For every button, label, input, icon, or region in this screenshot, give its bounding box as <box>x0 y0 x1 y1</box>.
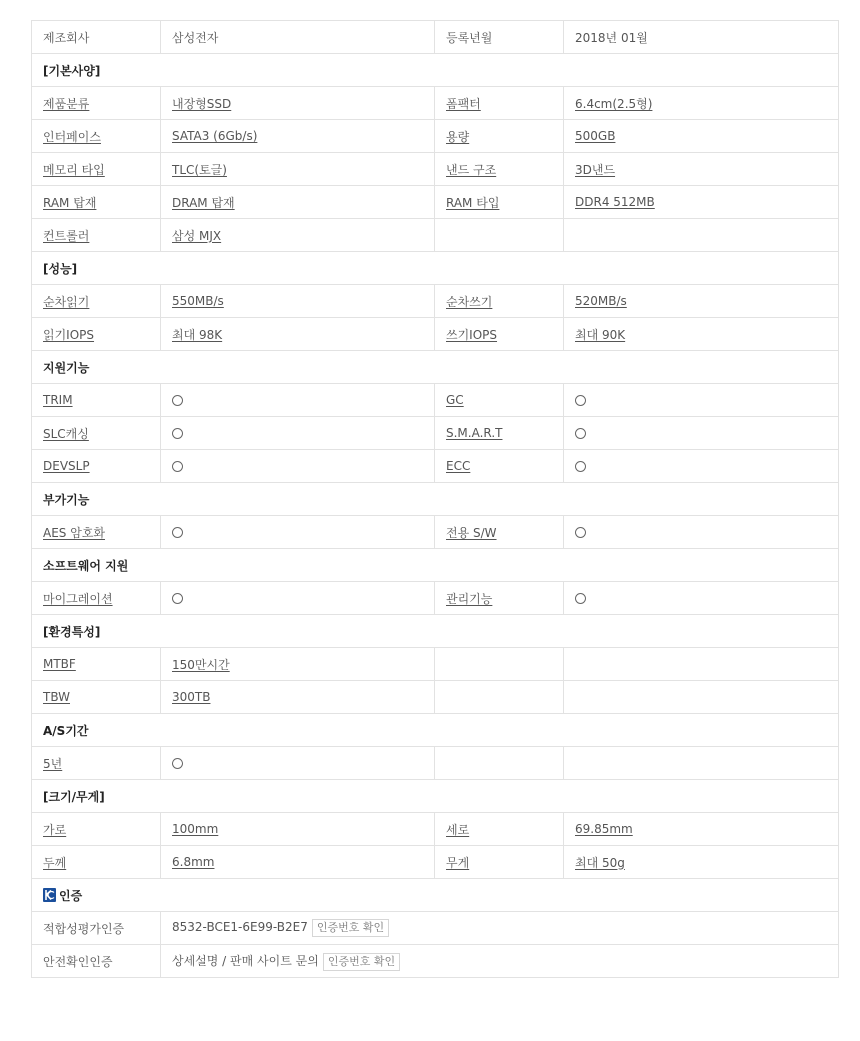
section-header <box>32 54 839 87</box>
section-title: [성능] <box>43 261 78 276</box>
spec-value-cell <box>564 582 839 615</box>
spec-label-cell <box>435 219 564 252</box>
spec-label: 등록년월 <box>446 30 493 45</box>
spec-label-link[interactable]: 세로 <box>446 822 470 837</box>
section-title: 지원기능 <box>43 360 90 375</box>
spec-row <box>32 384 839 417</box>
spec-value-link[interactable]: 삼성 MJX <box>172 228 222 243</box>
spec-value-cell <box>161 747 435 780</box>
section-header <box>32 351 839 384</box>
spec-value-cell <box>564 21 839 54</box>
spec-value-cell <box>161 153 435 186</box>
spec-label-cell <box>435 846 564 879</box>
spec-value-link[interactable]: 6.4cm(2.5형) <box>575 96 653 111</box>
cert-number-check-button[interactable]: 인증번호 확인 <box>312 919 389 937</box>
spec-label-cell <box>32 648 161 681</box>
spec-value-link[interactable]: 500GB <box>575 129 616 143</box>
spec-label-cell <box>32 417 161 450</box>
spec-value-cell <box>161 21 435 54</box>
spec-label-cell <box>32 747 161 780</box>
spec-label-link[interactable]: 무게 <box>446 855 470 870</box>
spec-label-cell <box>435 153 564 186</box>
section-title: 소프트웨어 지원 <box>43 558 129 573</box>
spec-value-cell <box>161 318 435 351</box>
spec-value-link[interactable]: 69.85mm <box>575 822 633 836</box>
spec-value-link[interactable]: SATA3 (6Gb/s) <box>172 129 258 143</box>
spec-value-cell <box>564 186 839 219</box>
spec-label-cell <box>435 285 564 318</box>
spec-row <box>32 417 839 450</box>
supported-circle-icon <box>172 527 183 538</box>
spec-label-link[interactable]: 용량 <box>446 129 470 144</box>
spec-value-link[interactable]: DRAM 탑재 <box>172 195 235 210</box>
spec-label-link[interactable]: 낸드 구조 <box>446 162 497 177</box>
spec-value-link[interactable]: 550MB/s <box>172 294 224 308</box>
spec-label-link[interactable]: 전용 S/W <box>446 525 497 540</box>
cert-label: 적합성평가인증 <box>32 912 161 945</box>
spec-value-cell <box>564 450 839 483</box>
spec-value-cell <box>564 285 839 318</box>
section-title-cell <box>32 879 839 912</box>
spec-label-link[interactable]: 인터페이스 <box>43 129 101 144</box>
spec-label-cell <box>32 219 161 252</box>
spec-label-link[interactable]: RAM 타입 <box>446 195 500 210</box>
spec-label-cell <box>435 87 564 120</box>
section-title-cell <box>32 252 839 285</box>
spec-label-link[interactable]: 컨트롤러 <box>43 228 90 243</box>
spec-value-cell <box>564 87 839 120</box>
spec-label-link[interactable]: GC <box>446 393 464 407</box>
spec-value-cell <box>161 417 435 450</box>
spec-label-cell <box>435 384 564 417</box>
spec-row <box>32 219 839 252</box>
section-header <box>32 483 839 516</box>
spec-row <box>32 318 839 351</box>
supported-circle-icon <box>575 593 586 604</box>
section-title-cell <box>32 549 839 582</box>
spec-value-cell <box>161 813 435 846</box>
spec-row <box>32 21 839 54</box>
spec-value-cell <box>161 219 435 252</box>
spec-value: 삼성전자 <box>172 30 219 45</box>
spec-label-link[interactable]: TRIM <box>43 393 73 407</box>
spec-table <box>31 20 839 978</box>
spec-value-cell <box>161 87 435 120</box>
spec-label-cell <box>435 450 564 483</box>
spec-label-cell <box>32 120 161 153</box>
spec-value-cell <box>564 747 839 780</box>
spec-value-link[interactable]: 100mm <box>172 822 219 836</box>
supported-circle-icon <box>172 758 183 769</box>
spec-row <box>32 648 839 681</box>
spec-value-cell <box>161 285 435 318</box>
section-title-cell <box>32 351 839 384</box>
section-header <box>32 549 839 582</box>
spec-value-cell <box>161 450 435 483</box>
spec-label-cell <box>32 813 161 846</box>
spec-value-cell <box>564 516 839 549</box>
section-title-cell <box>32 615 839 648</box>
spec-label-link[interactable]: DEVSLP <box>43 459 90 473</box>
section-title: 인증 <box>59 888 83 903</box>
spec-row <box>32 681 839 714</box>
spec-value-cell <box>161 681 435 714</box>
cert-value-cell <box>161 912 839 945</box>
spec-label-cell <box>435 747 564 780</box>
spec-label-link[interactable]: RAM 탑재 <box>43 195 97 210</box>
spec-label-link[interactable]: ECC <box>446 459 471 473</box>
spec-value-cell <box>161 120 435 153</box>
supported-circle-icon <box>575 527 586 538</box>
spec-label-cell <box>32 516 161 549</box>
spec-label-link[interactable]: TBW <box>43 690 70 704</box>
spec-label-cell <box>435 516 564 549</box>
cert-value-cell <box>161 945 839 978</box>
section-title-cell <box>32 483 839 516</box>
spec-label-link[interactable]: AES 암호화 <box>43 525 105 540</box>
supported-circle-icon <box>575 461 586 472</box>
spec-label-link[interactable]: 5년 <box>43 756 63 771</box>
spec-row <box>32 120 839 153</box>
spec-value-cell <box>161 582 435 615</box>
spec-value-link[interactable]: 최대 50g <box>575 855 625 870</box>
supported-circle-icon <box>172 461 183 472</box>
section-title-cell <box>32 714 839 747</box>
spec-label-cell <box>435 681 564 714</box>
spec-label-link[interactable]: MTBF <box>43 657 76 671</box>
spec-row <box>32 450 839 483</box>
spec-value-link[interactable]: DDR4 512MB <box>575 195 655 209</box>
spec-row <box>32 153 839 186</box>
section-title: [환경특성] <box>43 624 101 639</box>
spec-label-cell <box>32 450 161 483</box>
spec-value-link[interactable]: 150만시간 <box>172 657 230 672</box>
spec-label-cell <box>435 648 564 681</box>
section-header <box>32 879 839 912</box>
kc-cert-icon <box>43 888 56 902</box>
spec-row <box>32 186 839 219</box>
spec-label-cell <box>435 120 564 153</box>
section-title: 부가기능 <box>43 492 90 507</box>
spec-value-cell <box>564 384 839 417</box>
spec-value-link[interactable]: 최대 90K <box>575 327 626 342</box>
section-title-cell <box>32 780 839 813</box>
spec-value: 2018년 01월 <box>575 30 648 45</box>
spec-value-cell <box>161 648 435 681</box>
cert-number-check-button[interactable]: 인증번호 확인 <box>323 953 400 971</box>
spec-row <box>32 813 839 846</box>
spec-label-link[interactable]: 순차쓰기 <box>446 294 493 309</box>
spec-value-cell <box>564 219 839 252</box>
spec-label-cell <box>32 582 161 615</box>
spec-value-link[interactable]: 내장형SSD <box>172 96 232 111</box>
cert-value: 8532-BCE1-6E99-B2E7 <box>172 920 308 934</box>
spec-label-cell <box>435 582 564 615</box>
spec-label-cell <box>32 21 161 54</box>
spec-label-cell <box>32 87 161 120</box>
spec-label-cell <box>32 186 161 219</box>
spec-label-link[interactable]: 두께 <box>43 855 67 870</box>
spec-value-link[interactable]: TLC(토글) <box>172 162 227 177</box>
spec-label-link[interactable]: 가로 <box>43 822 67 837</box>
spec-label-cell <box>32 681 161 714</box>
section-title: [기본사양] <box>43 63 101 78</box>
spec-value-cell <box>161 384 435 417</box>
spec-label-link[interactable]: 순차읽기 <box>43 294 90 309</box>
spec-row <box>32 516 839 549</box>
spec-value-cell <box>564 648 839 681</box>
spec-label-cell <box>435 813 564 846</box>
spec-value-cell <box>564 318 839 351</box>
spec-value-cell <box>564 120 839 153</box>
spec-row <box>32 747 839 780</box>
spec-label-link[interactable]: 관리기능 <box>446 591 493 606</box>
spec-label-cell <box>435 186 564 219</box>
spec-value-cell <box>564 153 839 186</box>
section-header <box>32 780 839 813</box>
section-title-cell <box>32 54 839 87</box>
spec-value-link[interactable]: 3D낸드 <box>575 162 616 177</box>
spec-row <box>32 582 839 615</box>
spec-value-cell <box>564 681 839 714</box>
spec-row <box>32 285 839 318</box>
section-header <box>32 615 839 648</box>
spec-label-cell <box>32 285 161 318</box>
spec-label-link[interactable]: 쓰기IOPS <box>446 327 498 342</box>
spec-label-cell <box>32 153 161 186</box>
section-header <box>32 714 839 747</box>
supported-circle-icon <box>172 593 183 604</box>
supported-circle-icon <box>172 428 183 439</box>
section-header <box>32 252 839 285</box>
supported-circle-icon <box>575 428 586 439</box>
spec-label: 제조회사 <box>43 30 90 45</box>
spec-value-link[interactable]: 300TB <box>172 690 211 704</box>
spec-value-cell <box>564 417 839 450</box>
spec-row <box>32 87 839 120</box>
supported-circle-icon <box>575 395 586 406</box>
spec-label-link[interactable]: 읽기IOPS <box>43 327 95 342</box>
spec-row <box>32 846 839 879</box>
cert-value: 상세설명 / 판매 사이트 문의 <box>172 953 319 968</box>
spec-label-cell <box>435 318 564 351</box>
cert-row <box>32 912 839 945</box>
cert-label: 안전확인인증 <box>32 945 161 978</box>
spec-value-cell <box>161 516 435 549</box>
spec-label-link[interactable]: SLC캐싱 <box>43 426 89 441</box>
spec-value-link[interactable]: 최대 98K <box>172 327 223 342</box>
spec-label-cell <box>32 318 161 351</box>
spec-value-cell <box>161 186 435 219</box>
section-title: [크기/무게] <box>43 789 105 804</box>
spec-label-cell <box>435 417 564 450</box>
spec-label-link[interactable]: S.M.A.R.T <box>446 426 503 440</box>
spec-value-cell <box>564 846 839 879</box>
section-title: A/S기간 <box>43 723 89 738</box>
spec-label-cell <box>435 21 564 54</box>
spec-label-cell <box>32 384 161 417</box>
supported-circle-icon <box>172 395 183 406</box>
spec-label-link[interactable]: 제품분류 <box>43 96 90 111</box>
spec-value-link[interactable]: 520MB/s <box>575 294 627 308</box>
spec-label-link[interactable]: 마이그레이션 <box>43 591 113 606</box>
spec-label-link[interactable]: 메모리 타입 <box>43 162 105 177</box>
spec-value-link[interactable]: 6.8mm <box>172 855 215 869</box>
spec-value-cell <box>161 846 435 879</box>
spec-label-cell <box>32 846 161 879</box>
spec-value-cell <box>564 813 839 846</box>
spec-label-link[interactable]: 폼팩터 <box>446 96 481 111</box>
cert-row <box>32 945 839 978</box>
